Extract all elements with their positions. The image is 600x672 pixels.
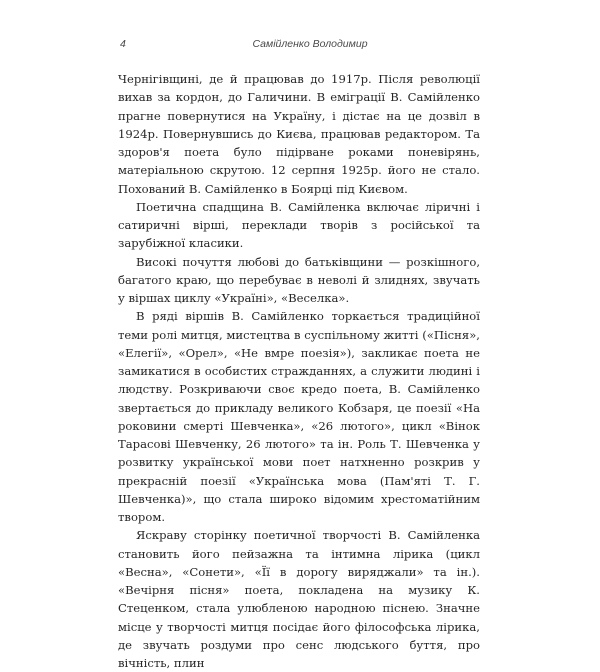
paragraph: Яскраву сторінку поетичної творчості В. Самійленка становить його пейзажна та інтимна лірика (цикл «Весна», «Сонети», «Її в дорогу виряджали» та ін.). «Вечірня пісня» поета, покладена на музику К. Стеценком, стала улюбленою народною піснею. Значне місце у творчості митця посідає його філософська лірика, де звучать роздуми про сенс людського буття, про вічність, плин <box>118 528 480 670</box>
running-head <box>120 38 500 54</box>
paragraph: Поетична спадщина В. Самійленка включає ліричні і сатиричні вірші, переклади творів з російської та зарубіжної класики. <box>118 199 480 251</box>
body-text <box>118 70 480 672</box>
paragraph: Чернігівщині, де й працював до 1917р. Після революції вихав за кордон, до Галичини. В еміграції В. Самійленко прагне повернутися на Україну, і дістає на це дозвіл в 1924р. Повернувшись до Києва, працював редактором. Та здоров'я поета було підірване роками поневірянь, матеріальною скрутою. 12 серпня 1925р. його не стало. Похований В. Самійленко в Боярці під Києвом. <box>118 72 480 196</box>
paragraph: В ряді віршів В. Самійленко торкається традиційної теми ролі митця, мистецтва в суспільному житті («Пісня», «Елегії», «Орел», «Не вмре поезія»), закликає поета не замикатися в особистих стражданнях, а служити людині і людству. Розкриваючи своє кредо поета, В. Самійленко звертається до прикладу великого Кобзаря, це поезії «На роковини смерті Шевченка», «26 лютого», цикл «Вінок Тарасові Шевченку, 26 лютого» та ін. Роль Т. Шевченка у розвитку української мови поет натхненно розкрив у прекрасній поезії «Українська мова (Пам'яті Т. Г. Шевченка)», що стала широко відомим хрестоматійним твором. <box>118 309 480 524</box>
paragraph: Високі почуття любові до батьківщини — розкішного, багатого краю, що перебуває в неволі й злиднях, звучать у віршах циклу «Україні», «Веселка». <box>118 254 480 305</box>
running-title: Самійленко Володимир <box>252 38 368 50</box>
page-number: 4 <box>120 38 126 50</box>
